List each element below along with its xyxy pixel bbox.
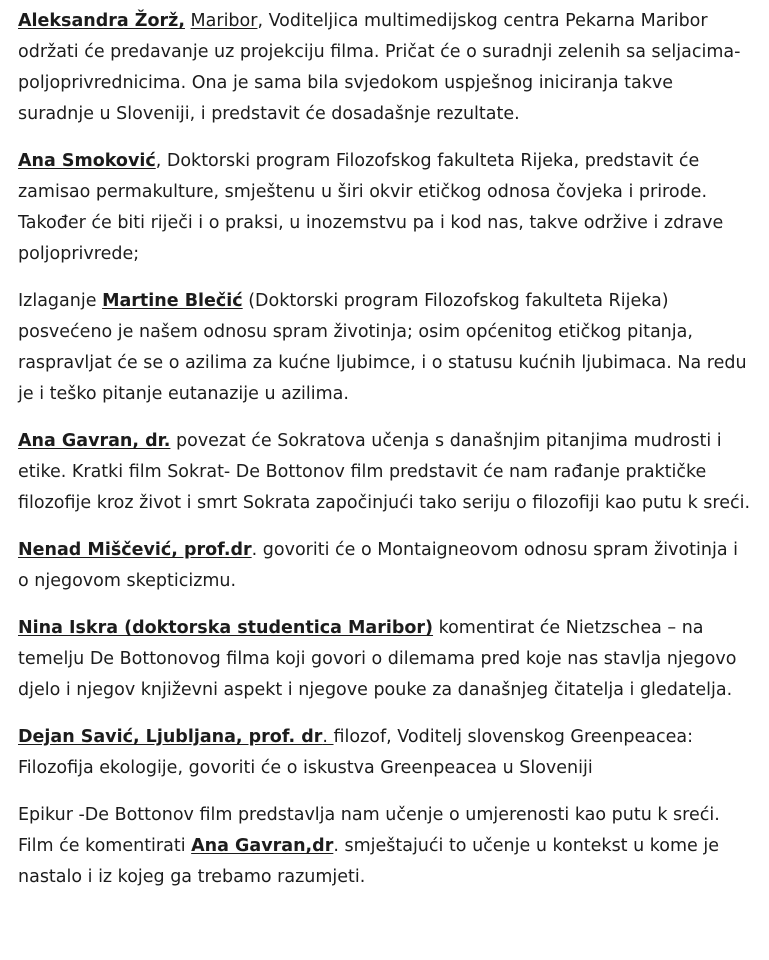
paragraph-text: . <box>322 727 334 747</box>
paragraph-savic <box>18 722 753 784</box>
speaker-name: Nenad Miščević, prof.dr <box>18 540 252 560</box>
paragraph-text: , Doktorski program Filozofskog fakulteta Rijeka, predstavit će zamisao permakulture, smještenu u širi okvir etičkog odnosa čovjeka i prirode. Također će biti riječi i o praksi, u inozemstvu pa i kod nas, takve održive i zdrave poljoprivrede; <box>18 151 724 264</box>
paragraph-gavran <box>18 426 753 519</box>
paragraph-zorz <box>18 6 753 130</box>
speaker-name: Martine Blečić <box>102 291 243 311</box>
paragraph-text: komentirat će Nietzschea – na temelju De Bottonovog filma koji govori o dilemama pred koje nas stavlja njegovo djelo i njegov književni aspekt i njegove pouke za današnjeg čitatelja i gledatelja. <box>18 618 737 700</box>
paragraph-miscevic <box>18 535 753 597</box>
paragraph-text: (Doktorski program Filozofskog fakulteta Rijeka) posvećeno je našem odnosu spram životinja; osim općenitog etičkog pitanja, raspravljat će se o azilima za kućne ljubimce, i o statusu kućnih ljubimaca. Na redu je i teško pitanje eutanazije u azilima. <box>18 291 747 404</box>
speaker-name: Ana Gavran,dr <box>191 836 334 856</box>
paragraph-text: , Voditeljica multimedijskog centra Pekarna Maribor održati će predavanje uz projekciju filma. Pričat će o suradnji zelenih sa seljacima-poljoprivrednicima. Ona je sama bila svjedokom uspješnog iniciranja takve suradnje u Sloveniji, i predstavit će dosadašnje rezultate. <box>18 11 741 124</box>
speaker-city: Maribor <box>190 11 258 31</box>
speaker-name: Aleksandra Žorž, <box>18 11 185 31</box>
paragraph-smokovic <box>18 146 753 270</box>
paragraph-text: filozof, Voditelj slovenskog Greenpeacea: Filozofija ekologije, govoriti će o iskustva Greenpeacea u Sloveniji <box>18 727 694 778</box>
paragraph-blecic <box>18 286 753 410</box>
speaker-name: Nina Iskra (doktorska studentica Maribor) <box>18 618 434 638</box>
paragraph-text: Izlaganje <box>18 291 103 311</box>
speaker-name: Ana Gavran, dr. <box>18 431 171 451</box>
paragraph-epikur <box>18 800 753 893</box>
speaker-name: Ana Smoković <box>18 151 156 171</box>
paragraph-text: Epikur -De Bottonov film predstavlja nam učenje o umjerenosti kao putu k sreći. Film će komentirati <box>18 805 720 856</box>
paragraph-text: povezat će Sokratova učenja s današnjim pitanjima mudrosti i etike. Kratki film Sokrat- De Bottonov film predstavit će nam rađanje praktičke filozofije kroz život i smrt Sokrata započinjući tako seriju o filozofiji kao putu k sreći. <box>18 431 751 513</box>
paragraph-text: . govoriti će o Montaigneovom odnosu spram životinja i o njegovom skepticizmu. <box>18 540 738 591</box>
paragraph-text: . smještajući to učenje u kontekst u kome je nastalo i iz kojeg ga trebamo razumjeti. <box>18 836 719 887</box>
paragraph-iskra <box>18 613 753 706</box>
speaker-name: Dejan Savić, Ljubljana, prof. dr <box>18 727 323 747</box>
